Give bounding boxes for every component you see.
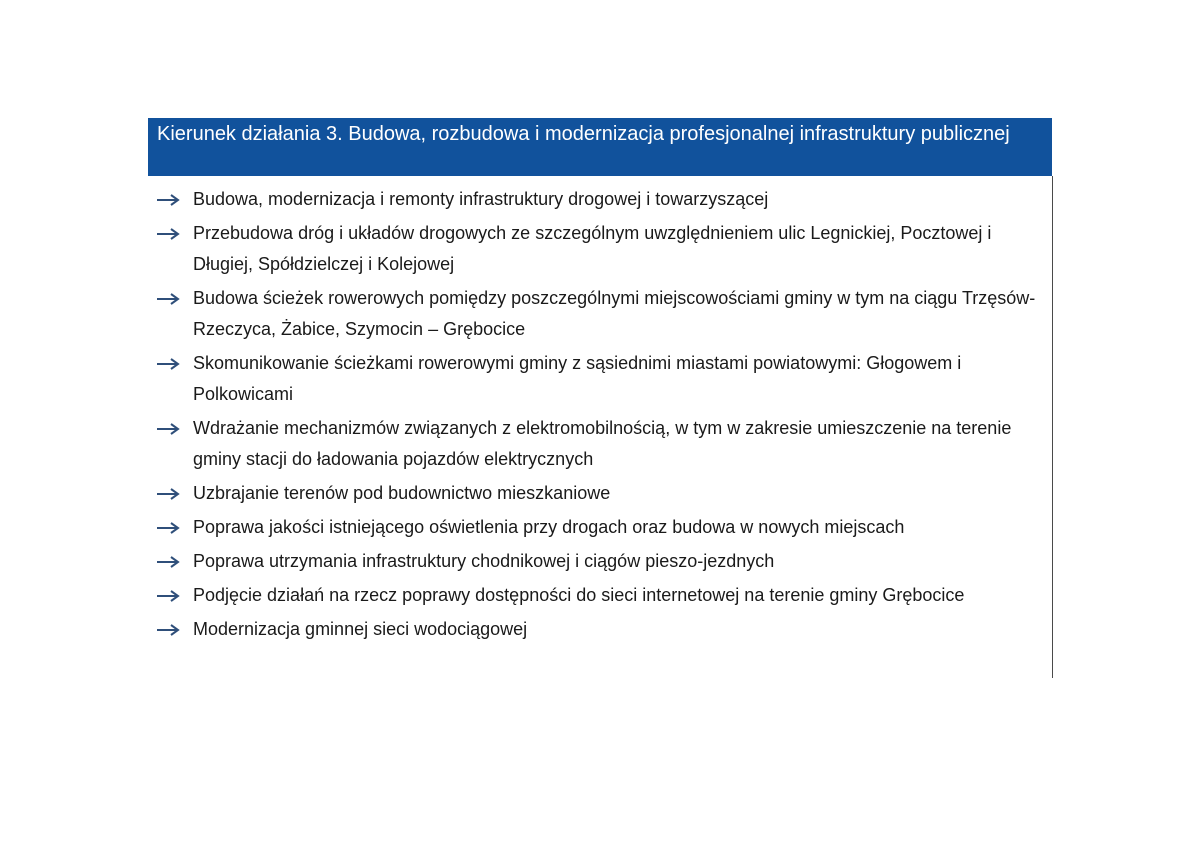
list-item-text: Budowa, modernizacja i remonty infrastruktury drogowej i towarzyszącej [193,189,769,209]
list-item-text: Skomunikowanie ścieżkami rowerowymi gminy z sąsiednimi miastami powiatowymi: Głogowem i Polkowicami [193,353,962,404]
right-arrow-icon [156,580,184,611]
right-arrow-icon [156,512,184,543]
right-border-line [1052,176,1053,678]
list-item [156,478,1036,509]
right-arrow-icon [156,218,184,249]
list-item-text: Modernizacja gminnej sieci wodociągowej [193,619,528,639]
list-item-text: Przebudowa dróg i układów drogowych ze szczególnym uwzględnieniem ulic Legnickiej, Pocztowej i Długiej, Spółdzielczej i Kolejowej [193,223,992,274]
right-arrow-icon [156,614,184,645]
right-arrow-icon [156,283,184,314]
list-item-text: Wdrażanie mechanizmów związanych z elektromobilnością, w tym w zakresie umieszczenie na terenie gminy stacji do ładowania pojazdów elektrycznych [193,418,1012,469]
section-header: Kierunek działania 3. Budowa, rozbudowa i modernizacja profesjonalnej infrastruktury publicznej [148,118,1052,176]
list-item [156,580,1036,611]
list-item-text: Poprawa utrzymania infrastruktury chodnikowej i ciągów pieszo-jezdnych [193,551,775,571]
list-item-text: Podjęcie działań na rzecz poprawy dostępności do sieci internetowej na terenie gminy Grębocice [193,585,965,605]
right-arrow-icon [156,184,184,215]
list-item [156,546,1036,577]
right-arrow-icon [156,478,184,509]
right-arrow-icon [156,348,184,379]
list-item [156,512,1036,543]
list-item [156,283,1036,345]
right-arrow-icon [156,546,184,577]
list-item [156,348,1036,410]
list-item-text: Uzbrajanie terenów pod budownictwo mieszkaniowe [193,483,611,503]
list-item [156,614,1036,645]
list-item [156,413,1036,475]
list-item [156,184,1036,215]
list-item-text: Poprawa jakości istniejącego oświetlenia przy drogach oraz budowa w nowych miejscach [193,517,905,537]
list-item [156,218,1036,280]
action-list [156,184,1036,648]
right-arrow-icon [156,413,184,444]
action-direction-panel [148,118,1054,678]
list-item-text: Budowa ścieżek rowerowych pomiędzy poszczególnymi miejscowościami gminy w tym na ciągu Trzęsów-Rzeczyca, Żabice, Szymocin – Grębocice [193,288,1036,339]
